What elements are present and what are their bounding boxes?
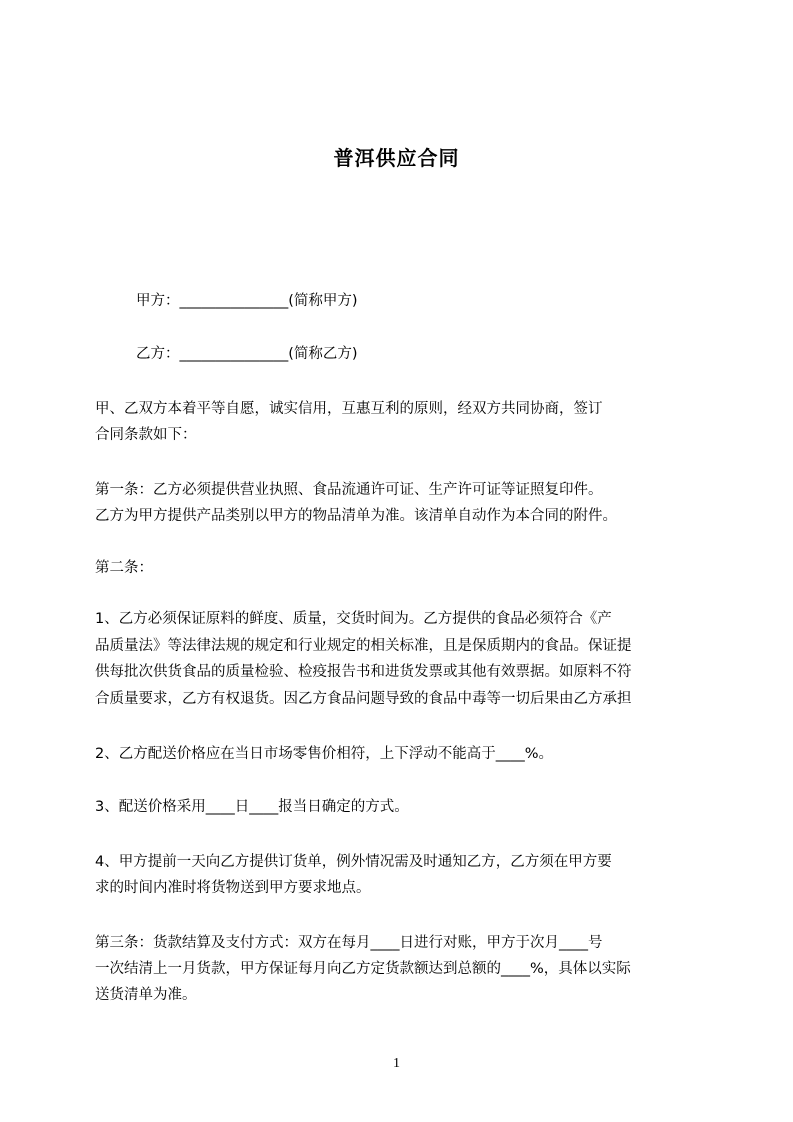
article2-item4-line: 求的时间内准时将货物送到甲方要求地点。 (95, 880, 371, 896)
article1-line: 第一条：乙方必须提供营业执照、食品流通许可证、生产许可证等证照复印件。 (95, 482, 603, 498)
article2-item1-line: 合质量要求，乙方有权退货。因乙方食品问题导致的食品中毒等一切后果由乙方承担 (95, 691, 632, 707)
party-b-line: 乙方：_______________(简称乙方) (136, 346, 358, 362)
article2-item3-line: 3、配送价格采用____日____报当日确定的方式。 (95, 799, 409, 815)
article3-line: 第三条：货款结算及支付方式：双方在每月____日进行对账，甲方于次月____号 (95, 935, 603, 951)
article2-heading: 第二条： (95, 560, 153, 576)
party-a-line: 甲方：_______________(简称甲方) (136, 293, 358, 309)
document-title: 普洱供应合同 (333, 146, 460, 170)
intro-line: 合同条款如下： (95, 427, 197, 443)
article2-item1-line: 品质量法》等法律法规的规定和行业规定的相关标准，且是保质期内的食品。保证提 (95, 638, 632, 654)
article3-line: 一次结清上一月货款，甲方保证每月向乙方定货款额达到总额的____%，具体以实际 (95, 961, 631, 977)
article3-line: 送货清单为准。 (95, 987, 197, 1003)
article2-item1-line: 供每批次供货食品的质量检验、检疫报告书和进货发票或其他有效票据。如原料不符 (95, 664, 632, 680)
article2-item4-line: 4、甲方提前一天向乙方提供订货单，例外情况需及时通知乙方，乙方须在甲方要 (95, 854, 612, 870)
article2-item1-line: 1、乙方必须保证原料的鲜度、质量，交货时间为。乙方提供的食品必须符合《产 (95, 611, 612, 627)
intro-line: 甲、乙双方本着平等自愿，诚实信用，互惠互利的原则，经双方共同协商，签订 (95, 401, 603, 417)
article2-item2-line: 2、乙方配送价格应在当日市场零售价相符，上下浮动不能高于____%。 (95, 746, 554, 762)
page-number: 1 (393, 1056, 400, 1071)
article1-line: 乙方为甲方提供产品类别以甲方的物品清单为准。该清单自动作为本合同的附件。 (95, 508, 617, 524)
